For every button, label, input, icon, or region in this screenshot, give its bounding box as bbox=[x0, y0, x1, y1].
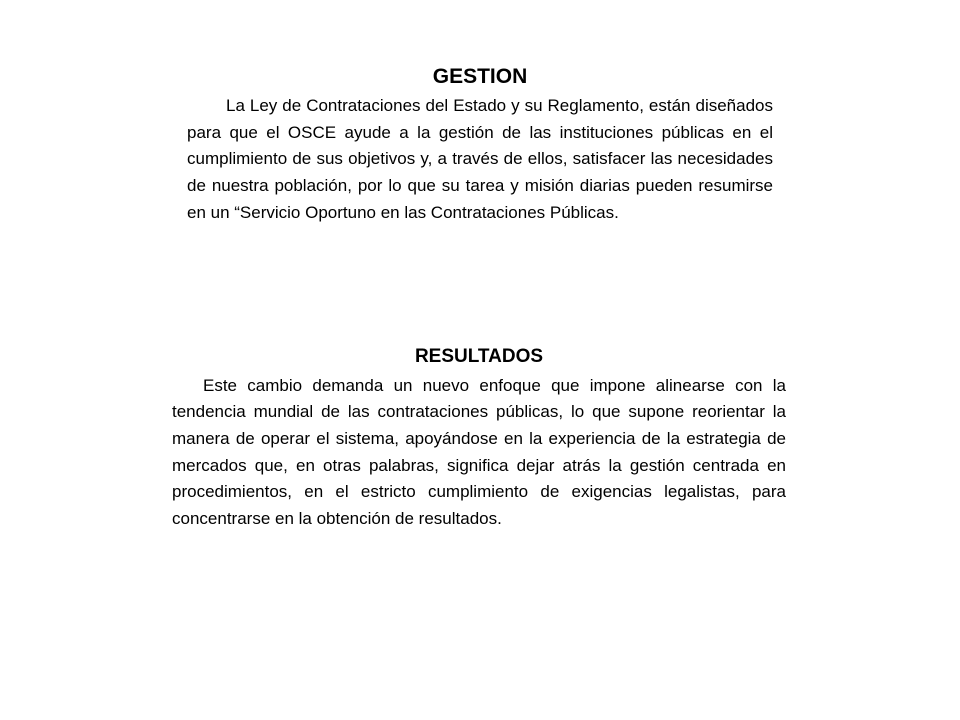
resultados-section bbox=[172, 346, 786, 532]
gestion-paragraph: La Ley de Contrataciones del Estado y su Reglamento, están diseñados para que el OSCE ayude a la gestión de las instituciones públicas en el cumplimiento de sus objetivos y, a través de ellos, satisfacer las necesidades de nuestra población, por lo que su tarea y misión diarias pueden resumirse en un “Servicio Oportuno en las Contrataciones Públicas. bbox=[187, 96, 773, 222]
resultados-paragraph: Este cambio demanda un nuevo enfoque que impone alinearse con la tendencia mundial de las contrataciones públicas, lo que supone reorientar la manera de operar el sistema, apoyándose en la experiencia de la estrategia de mercados que, en otras palabras, significa dejar atrás la gestión centrada en procedimientos, en el estricto cumplimiento de exigencias legalistas, para concentrarse en la obtención de resultados. bbox=[172, 375, 786, 528]
gestion-section bbox=[187, 64, 773, 226]
gestion-title: GESTION bbox=[432, 65, 528, 88]
resultados-title: RESULTADOS bbox=[414, 346, 544, 367]
